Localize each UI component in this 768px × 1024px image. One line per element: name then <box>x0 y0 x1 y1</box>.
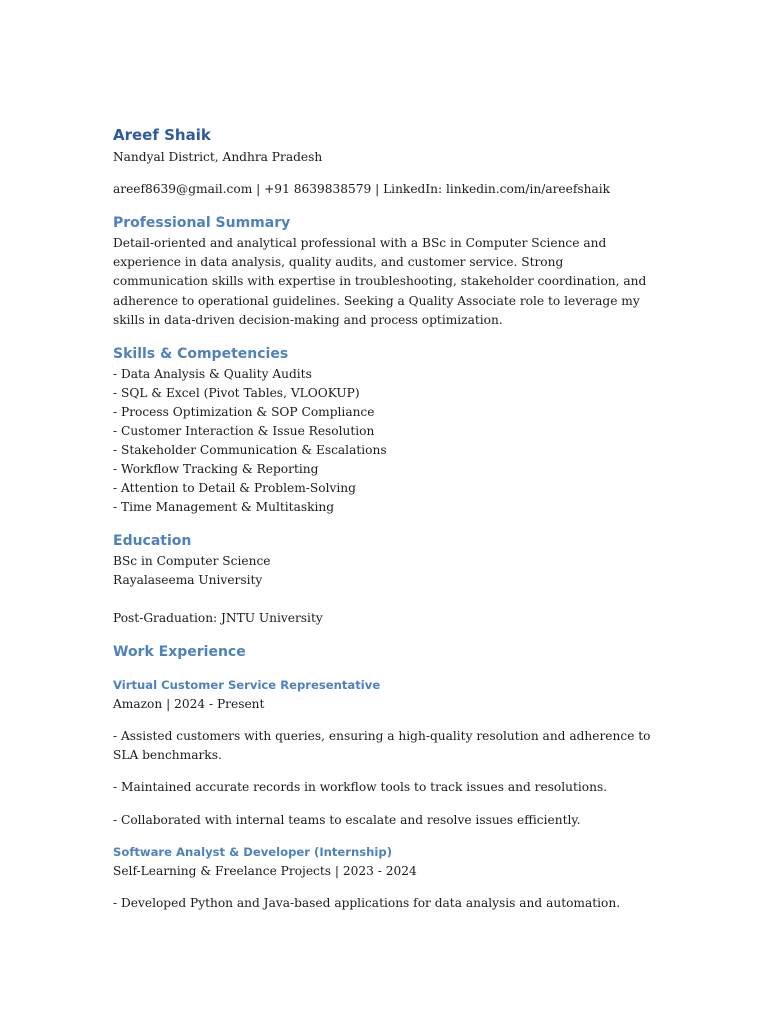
job-meta: Self-Learning & Freelance Projects | 2023 - 2024 <box>113 863 417 878</box>
education-heading: Education <box>113 533 192 550</box>
job-title: Virtual Customer Service Representative <box>113 678 381 693</box>
resume-content <box>113 124 658 913</box>
location: Nandyal District, Andhra Pradesh <box>113 150 323 164</box>
skills-list <box>113 365 658 517</box>
job-bullet: - Developed Python and Java-based applications for data analysis and automation. <box>113 895 621 910</box>
candidate-name: Areef Shaik <box>113 126 211 144</box>
skill-item: - Customer Interaction & Issue Resolution <box>113 424 375 439</box>
summary-text: Detail-oriented and analytical professional with a BSc in Computer Science and experience in data analysis, quality audits, and customer service. Strong communication skills with expertise in troubleshooting, stakeholder coordination, and adherence to operational guidelines. Seeking a Quality Associate role to leverage my skills in data-driven decision-making and process optimization. <box>113 236 647 327</box>
education-postgrad: Post-Graduation: JNTU University <box>113 611 323 626</box>
skill-item: - Workflow Tracking & Reporting <box>113 462 319 477</box>
experience-heading: Work Experience <box>113 644 246 661</box>
education-degree: BSc in Computer Science <box>113 554 271 569</box>
job-bullet: - Maintained accurate records in workflow tools to track issues and resolutions. <box>113 780 608 795</box>
job-meta: Amazon | 2024 - Present <box>113 697 265 712</box>
skill-item: - Stakeholder Communication & Escalations <box>113 443 387 458</box>
education-university: Rayalaseema University <box>113 573 263 588</box>
skill-item: - Process Optimization & SOP Compliance <box>113 405 375 420</box>
skill-item: - SQL & Excel (Pivot Tables, VLOOKUP) <box>113 386 360 401</box>
job-bullet: - Assisted customers with queries, ensuring a high-quality resolution and adherence to SLA benchmarks. <box>113 729 651 763</box>
summary-heading: Professional Summary <box>113 215 291 231</box>
job-title: Software Analyst & Developer (Internship) <box>113 844 392 859</box>
skill-item: - Attention to Detail & Problem-Solving <box>113 481 356 496</box>
skill-item: - Data Analysis & Quality Audits <box>113 367 312 382</box>
contact-line: areef8639@gmail.com | +91 8639838579 | LinkedIn: linkedin.com/in/areefshaik <box>113 182 610 196</box>
skills-heading: Skills & Competencies <box>113 346 289 363</box>
job-bullet: - Collaborated with internal teams to escalate and resolve issues efficiently. <box>113 812 581 827</box>
skill-item: - Time Management & Multitasking <box>113 500 335 515</box>
